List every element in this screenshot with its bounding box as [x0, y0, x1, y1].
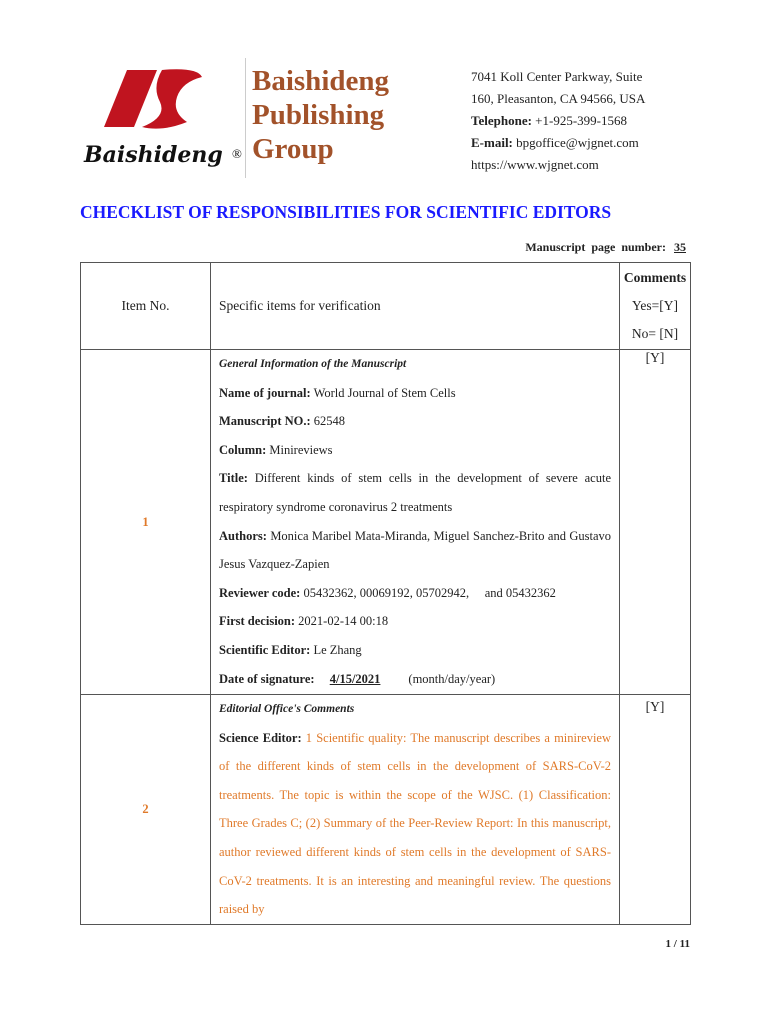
section-heading: General Information of the Manuscript: [219, 358, 407, 370]
field: [219, 407, 611, 436]
field: [219, 522, 611, 579]
label: Authors:: [219, 528, 267, 543]
verification-cell: [211, 695, 620, 925]
email-link[interactable]: bpgoffice@wjgnet.com: [516, 135, 639, 150]
label: Date of signature:: [219, 671, 315, 686]
yes-legend: Yes=[Y]: [632, 298, 678, 313]
label: Manuscript NO.:: [219, 414, 311, 429]
label: Column:: [219, 442, 267, 457]
value: Le Zhang: [313, 642, 362, 657]
value: World Journal of Stem Cells: [313, 385, 456, 400]
label: Telephone:: [471, 113, 532, 128]
comment-value: [Y]: [620, 350, 691, 695]
field: [219, 436, 611, 465]
date-format: (month/day/year): [408, 671, 496, 686]
address-line: 7041 Koll Center Parkway, Suite: [471, 69, 643, 84]
editor-comment: [219, 724, 611, 924]
brand-line: Group: [252, 133, 334, 165]
brand-name: [252, 64, 389, 166]
label: Scientific Editor:: [219, 642, 311, 657]
table-header-row: [81, 263, 691, 350]
label: Reviewer code:: [219, 585, 301, 600]
comments-label: Comments: [623, 270, 687, 285]
comment-text: 1 Scientific quality: The manuscript describes a minireview of the different kinds of stem cells in the development of SARS-CoV-2 treatments. The topic is within the scope of the WJSC. (1) Classification: Three Grades C; (2) Summary of the Peer-Review Report: In this manuscript, author reviewed different kinds of stem cells in the development of SARS-CoV-2 treatments. It is an interesting and meaningful review. The questions raised by: [219, 730, 612, 917]
item-number: 2: [81, 695, 211, 925]
page-number-value: 35: [674, 240, 686, 254]
svg-text:®: ®: [232, 146, 242, 161]
label: First decision:: [219, 614, 296, 629]
label: Name of journal:: [219, 385, 311, 400]
header-comments: [620, 263, 691, 350]
value: 2021-02-14 00:18: [298, 614, 389, 629]
verification-cell: [211, 350, 620, 695]
address-line: 160, Pleasanton, CA 94566, USA: [471, 91, 646, 106]
contact-info: [471, 66, 645, 176]
header-specific-items: Specific items for verification: [211, 263, 620, 350]
no-legend: No= [N]: [631, 326, 679, 341]
checklist-table: [80, 262, 691, 925]
website-link[interactable]: https://www.wjgnet.com: [471, 157, 599, 172]
value: Minireviews: [269, 442, 333, 457]
value: Monica Maribel Mata-Miranda, Miguel Sanchez-Brito and Gustavo Jesus Vazquez-Zapien: [219, 528, 611, 572]
label: Science Editor:: [219, 730, 302, 745]
field: [219, 636, 611, 665]
brand-line: Publishing: [252, 99, 385, 131]
page-footer: 1 / 11: [665, 938, 690, 950]
manuscript-page-number: [525, 240, 690, 255]
field: [219, 579, 611, 608]
table-row: [81, 350, 691, 695]
field: [219, 665, 611, 694]
baishideng-logo: [82, 62, 252, 177]
item-number: 1: [81, 350, 211, 695]
value: 05432362, 00069192, 05702942, and 05432362: [303, 585, 556, 600]
field: [219, 607, 611, 636]
value: Different kinds of stem cells in the development of severe acute respiratory syndrome coronavirus 2 treatments: [219, 471, 612, 514]
email: [471, 132, 645, 154]
section-heading: Editorial Office's Comments: [219, 703, 355, 715]
field: [219, 464, 611, 521]
value: 62548: [313, 414, 346, 429]
label: Manuscript page number:: [525, 240, 666, 254]
field: [219, 379, 611, 408]
comment-value: [Y]: [620, 695, 691, 925]
header-item-no: Item No.: [81, 263, 211, 350]
brand-line: Baishideng: [252, 65, 389, 97]
document-title: CHECKLIST OF RESPONSIBILITIES FOR SCIENTIFIC EDITORS: [80, 202, 612, 222]
telephone: [471, 110, 645, 132]
label: E-mail:: [471, 135, 513, 150]
table-row: [81, 695, 691, 925]
value: 4/15/2021: [329, 671, 381, 686]
header-divider: [245, 58, 246, 178]
telephone-value: +1-925-399-1568: [535, 113, 627, 128]
svg-text:Baishideng: Baishideng: [84, 142, 223, 168]
label: Title:: [219, 471, 248, 486]
